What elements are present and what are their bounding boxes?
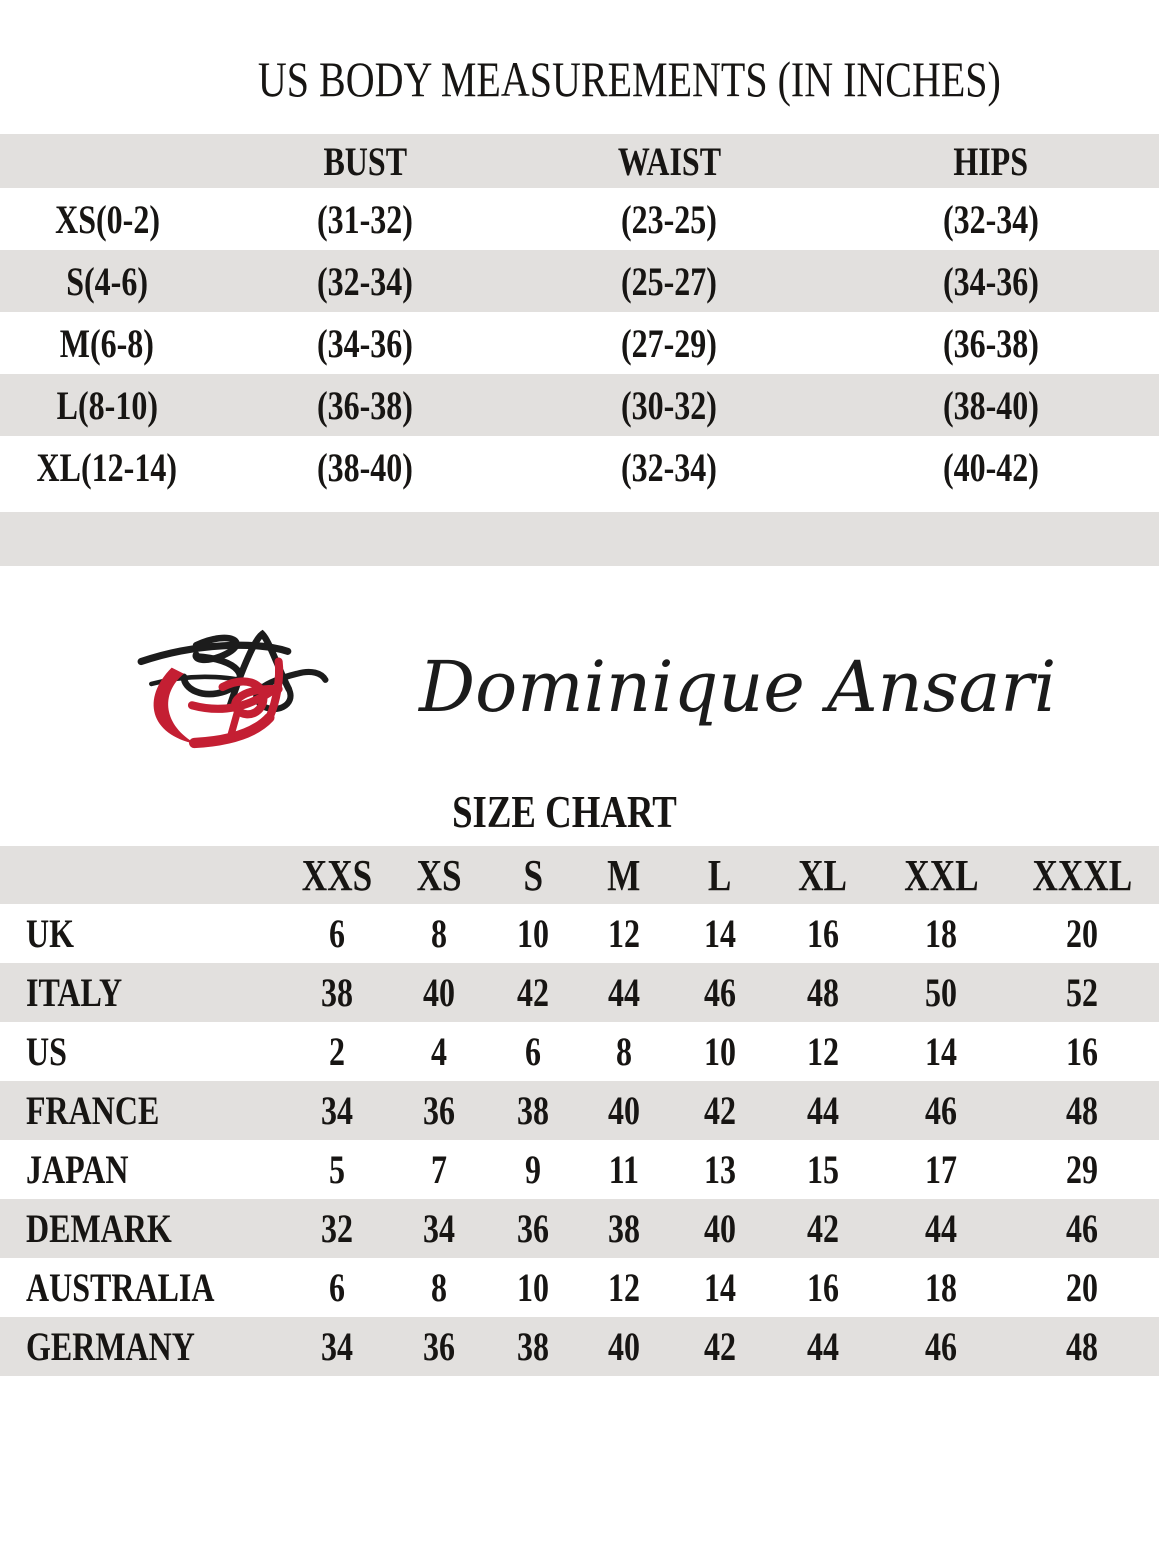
- measurements-header-row: [0, 134, 1159, 188]
- size-chart-table: [0, 846, 1159, 1376]
- cell: 36: [517, 1206, 550, 1251]
- cell: 10: [517, 1265, 550, 1310]
- size-label: M(6-8): [60, 320, 155, 366]
- cell: 15: [806, 1147, 839, 1192]
- measurements-title: [0, 50, 1159, 108]
- cell: 36: [422, 1088, 455, 1133]
- size-row-australia: [0, 1258, 1159, 1317]
- cell: 10: [703, 1029, 736, 1074]
- brand-logo: [133, 620, 357, 754]
- cell: 8: [616, 1029, 633, 1074]
- cell: 42: [703, 1088, 736, 1133]
- cell: 46: [703, 970, 736, 1015]
- divider-band: [0, 512, 1159, 566]
- size-label: L(8-10): [56, 382, 158, 428]
- column-header-waist: WAIST: [617, 138, 721, 184]
- cell: 2: [329, 1029, 346, 1074]
- cell: 32: [321, 1206, 354, 1251]
- bust-value: (34-36): [317, 320, 414, 366]
- cell: 17: [925, 1147, 958, 1192]
- cell: 18: [925, 911, 958, 956]
- cell: 44: [806, 1088, 839, 1133]
- column-header-s: S: [523, 850, 543, 900]
- size-row-germany: [0, 1317, 1159, 1376]
- measurements-row-l: [0, 374, 1159, 436]
- cell: 40: [608, 1088, 641, 1133]
- waist-value: (25-27): [621, 258, 718, 304]
- measurements-row-m: [0, 312, 1159, 374]
- waist-value: (23-25): [621, 196, 718, 242]
- cell: 42: [703, 1324, 736, 1369]
- cell: 46: [925, 1088, 958, 1133]
- cell: 29: [1066, 1147, 1099, 1192]
- cell: 40: [422, 970, 455, 1015]
- bust-value: (36-38): [317, 382, 414, 428]
- cell: 38: [321, 970, 354, 1015]
- cell: 40: [703, 1206, 736, 1251]
- cell: 38: [608, 1206, 641, 1251]
- cell: 6: [525, 1029, 542, 1074]
- cell: 20: [1066, 911, 1099, 956]
- country-label: UK: [26, 911, 74, 956]
- country-label: ITALY: [26, 970, 123, 1015]
- cell: 52: [1066, 970, 1099, 1015]
- cell: 48: [1066, 1088, 1099, 1133]
- hips-value: (34-36): [942, 258, 1039, 304]
- cell: 48: [806, 970, 839, 1015]
- size-chart-title-text: SIZE CHART: [452, 786, 677, 837]
- cell: 12: [608, 911, 641, 956]
- country-label: GERMANY: [26, 1324, 195, 1369]
- size-chart-header-row: [0, 846, 1159, 904]
- size-row-uk: [0, 904, 1159, 963]
- country-label: US: [26, 1029, 67, 1074]
- waist-value: (27-29): [621, 320, 718, 366]
- cell: 14: [703, 911, 736, 956]
- cell: 13: [703, 1147, 736, 1192]
- cell: 42: [806, 1206, 839, 1251]
- cell: 7: [430, 1147, 447, 1192]
- cell: 8: [430, 911, 447, 956]
- size-label: XL(12-14): [36, 444, 178, 490]
- country-label: AUSTRALIA: [26, 1265, 215, 1310]
- cell: 38: [517, 1324, 550, 1369]
- size-label: S(4-6): [66, 258, 149, 304]
- measurements-row-xs: [0, 188, 1159, 250]
- cell: 11: [608, 1147, 640, 1192]
- column-header-xxs: XXS: [302, 850, 373, 900]
- cell: 44: [608, 970, 641, 1015]
- waist-value: (30-32): [621, 382, 718, 428]
- brand-header: [0, 594, 1159, 780]
- column-header-hips: HIPS: [953, 138, 1029, 184]
- cell: 14: [925, 1029, 958, 1074]
- cell: 46: [925, 1324, 958, 1369]
- cell: 16: [1066, 1029, 1099, 1074]
- cell: 50: [925, 970, 958, 1015]
- size-chart-title: [0, 788, 1129, 836]
- country-label: FRANCE: [26, 1088, 160, 1133]
- column-header-xxxl: XXXL: [1032, 850, 1133, 900]
- bust-value: (32-34): [317, 258, 414, 304]
- cell: 34: [321, 1088, 354, 1133]
- cell: 6: [329, 911, 346, 956]
- cell: 34: [422, 1206, 455, 1251]
- measurements-title-text: US BODY MEASUREMENTS (IN INCHES): [258, 51, 1001, 107]
- hips-value: (36-38): [942, 320, 1039, 366]
- size-label: XS(0-2): [54, 196, 160, 242]
- size-row-japan: [0, 1140, 1159, 1199]
- hips-value: (32-34): [942, 196, 1039, 242]
- hips-value: (40-42): [942, 444, 1039, 490]
- size-row-demark: [0, 1199, 1159, 1258]
- brand-name: Dominique Ansari: [419, 646, 1057, 728]
- cell: 18: [925, 1265, 958, 1310]
- cell: 12: [608, 1265, 641, 1310]
- measurements-row-xl: [0, 436, 1159, 498]
- cell: 16: [806, 1265, 839, 1310]
- cell: 44: [806, 1324, 839, 1369]
- cell: 36: [422, 1324, 455, 1369]
- corner-cell: [0, 134, 214, 188]
- cell: 46: [1066, 1206, 1099, 1251]
- country-label: DEMARK: [26, 1206, 172, 1251]
- cell: 16: [806, 911, 839, 956]
- column-header-l: L: [707, 850, 732, 900]
- cell: 6: [329, 1265, 346, 1310]
- size-row-italy: [0, 963, 1159, 1022]
- cell: 42: [517, 970, 550, 1015]
- cell: 8: [430, 1265, 447, 1310]
- column-header-xl: XL: [798, 850, 848, 900]
- column-header-bust: BUST: [323, 138, 407, 184]
- cell: 10: [517, 911, 550, 956]
- column-header-xs: XS: [416, 850, 462, 900]
- dominique-ansari-monogram-icon: [133, 620, 357, 754]
- cell: 48: [1066, 1324, 1099, 1369]
- size-row-france: [0, 1081, 1159, 1140]
- measurements-row-s: [0, 250, 1159, 312]
- column-header-m: M: [607, 850, 641, 900]
- cell: 20: [1066, 1265, 1099, 1310]
- country-label: JAPAN: [26, 1147, 129, 1192]
- cell: 38: [517, 1088, 550, 1133]
- column-header-xxl: XXL: [903, 850, 979, 900]
- corner-cell: [0, 846, 285, 904]
- bust-value: (31-32): [317, 196, 414, 242]
- cell: 14: [703, 1265, 736, 1310]
- cell: 40: [608, 1324, 641, 1369]
- waist-value: (32-34): [621, 444, 718, 490]
- cell: 9: [525, 1147, 542, 1192]
- bust-value: (38-40): [317, 444, 414, 490]
- hips-value: (38-40): [942, 382, 1039, 428]
- cell: 12: [806, 1029, 839, 1074]
- cell: 5: [329, 1147, 346, 1192]
- measurements-table: [0, 134, 1159, 498]
- cell: 4: [430, 1029, 447, 1074]
- size-row-us: [0, 1022, 1159, 1081]
- cell: 34: [321, 1324, 354, 1369]
- cell: 44: [925, 1206, 958, 1251]
